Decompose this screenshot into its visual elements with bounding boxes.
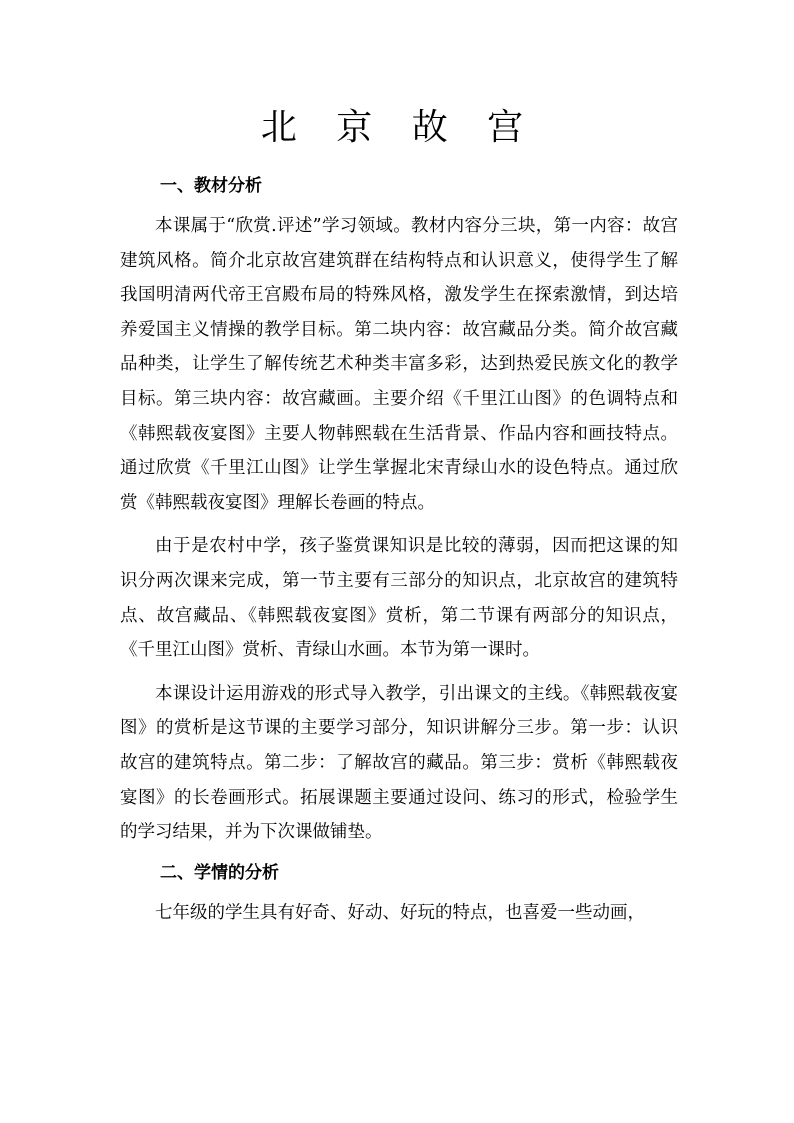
section-heading: 一、教材分析	[160, 176, 262, 196]
section-student-analysis	[120, 859, 678, 931]
paragraph: 七年级的学生具有好奇、好动、好玩的特点，也喜爱一些动画，	[155, 902, 645, 923]
paragraph: 本课设计运用游戏的形式导入教学，引出课文的主线。《韩熙载夜宴图》的赏析是这节课的主要学习部分，知识讲解分三步。第一步：认识故宫的建筑特点。第二步：了解故宫的藏品。第三步：赏析《韩熙载夜宴图》的长卷画形式。拓展课题主要通过设问、练习的形式，检验学生的学习结果，并为下次课做铺垫。	[120, 683, 678, 843]
document-title: 北 京 故 宫	[260, 107, 538, 148]
document-page	[120, 98, 678, 930]
paragraph: 本课属于“欣赏.评述”学习领域。教材内容分三块，第一内容：故宫建筑风格。简介北京故宫建筑群在结构特点和认识意义，使得学生了解我国明清两代帝王宫殿布局的特殊风格，激发学生在探索激情，到达培养爱国主义情操的教学目标。第二块内容：故宫藏品分类。简介故宫藏品种类，让学生了解传统艺术种类丰富多彩，达到热爱民族文化的教学目标。第三块内容：故宫藏画。主要介绍《千里江山图》的色调特点和《韩熙载夜宴图》主要人物韩熙载在生活背景、作品内容和画技特点。通过欣赏《千里江山图》让学生掌握北宋青绿山水的设色特点。通过欣赏《韩熙载夜宴图》理解长卷画的特点。	[120, 216, 678, 513]
section-textbook-analysis	[120, 172, 678, 850]
section-heading: 二、学情的分析	[160, 862, 279, 883]
paragraph: 由于是农村中学，孩子鉴赏课知识是比较的薄弱，因而把这课的知识分两次课来完成，第一节主要有三部分的知识点，北京故宫的建筑特点、故宫藏品、《韩熙载夜宴图》赏析，第二节课有两部分的知识点，《千里江山图》赏析、青绿山水画。本节为第一课时。	[120, 536, 678, 661]
